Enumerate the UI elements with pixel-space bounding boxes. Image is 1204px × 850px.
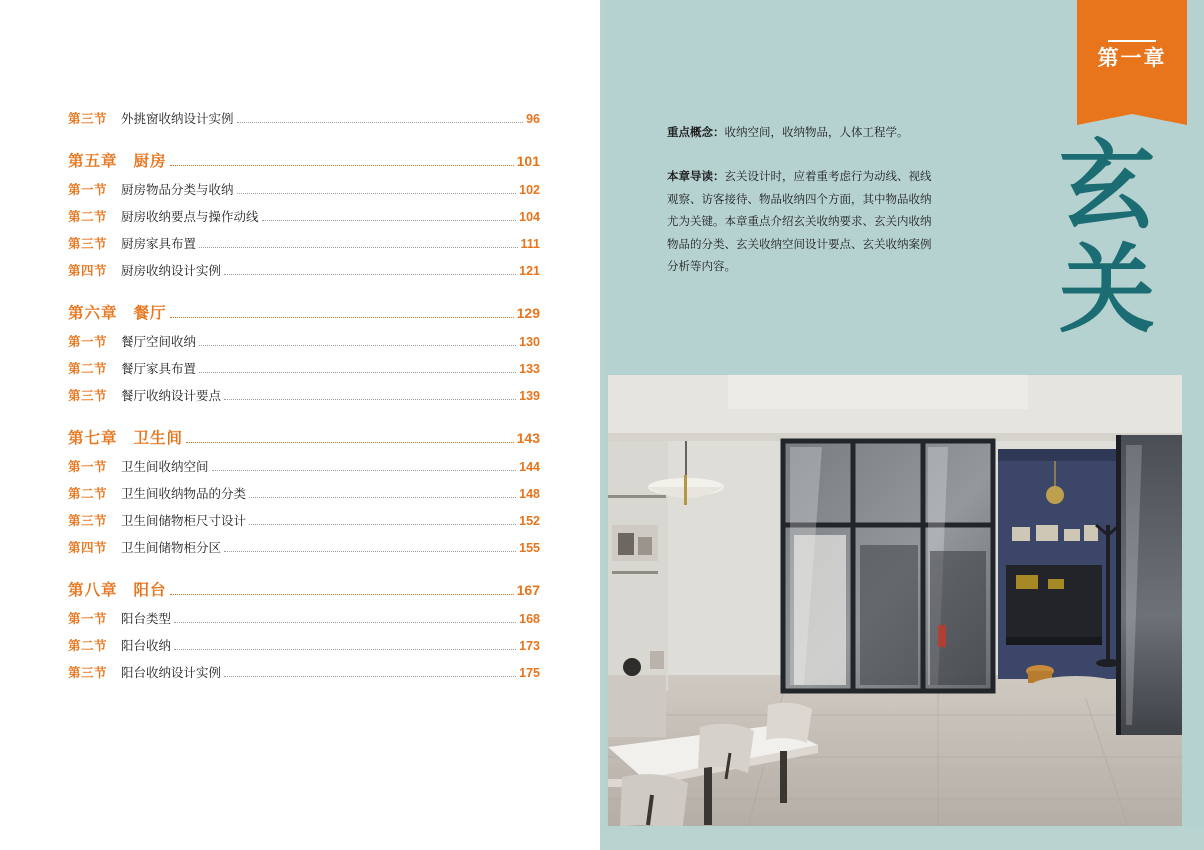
chapter-photo (608, 375, 1182, 826)
toc-leader-dots (199, 372, 516, 373)
toc-entry-label: 第三节 (68, 514, 108, 528)
toc-entry-name: 外挑窗收纳设计实例 (121, 112, 234, 126)
chapter-number-label: 第一章 (1097, 47, 1167, 70)
toc-entry-label: 第二节 (68, 639, 108, 653)
key-concepts-text: 收纳空间，收纳物品，人体工程学。 (724, 127, 909, 139)
toc-entry-page: 133 (519, 362, 540, 376)
toc-leader-dots (249, 497, 516, 498)
guide-text: 玄关设计时，应着重考虑行为动线、视线观察、访客接待、物品收纳四个方面，其中物品收纳尤为关键。本章重点介绍玄关收纳要求、玄关内收纳物品的分类、玄关收纳空间设计要点、玄关收纳案例分析等内容。 (667, 171, 932, 274)
toc-leader-dots (249, 524, 516, 525)
toc-section-row[interactable] (68, 484, 540, 502)
toc-section-row[interactable] (68, 457, 540, 475)
guide-paragraph (667, 166, 937, 278)
toc-leader-dots (224, 676, 516, 677)
toc-entry-label: 第四节 (68, 264, 108, 278)
toc-leader-dots (237, 122, 524, 123)
toc-entry-name: 卫生间储物柜尺寸设计 (121, 514, 247, 528)
toc-section-row[interactable] (68, 609, 540, 627)
toc-leader-dots (174, 649, 516, 650)
toc-entry-name: 阳台收纳设计实例 (121, 666, 222, 680)
toc-section-row[interactable] (68, 234, 540, 252)
toc-leader-dots (186, 442, 514, 443)
toc-entry-label: 第七章 (68, 430, 118, 447)
toc-entry-label: 第二节 (68, 362, 108, 376)
toc-entry-page: 101 (516, 153, 540, 169)
toc-entry-name: 卫生间收纳物品的分类 (121, 487, 247, 501)
toc-entry-page: 104 (519, 210, 540, 224)
toc-entry-label: 第一节 (68, 183, 108, 197)
toc-entry-name: 卫生间储物柜分区 (121, 541, 222, 555)
tab-rule-decoration (1108, 40, 1156, 42)
chapter-title: 玄关 (1059, 133, 1157, 344)
toc-section-row[interactable] (68, 332, 540, 350)
guide-lead: 本章导读： (667, 171, 725, 184)
toc-entry-name: 阳台 (133, 582, 167, 599)
toc-leader-dots (170, 594, 514, 595)
toc-entry-page: 129 (516, 305, 540, 321)
toc-chapter-row[interactable] (68, 301, 540, 323)
toc-entry-name: 卫生间 (133, 430, 184, 447)
table-of-contents-page (0, 0, 600, 850)
toc-entry-label: 第四节 (68, 541, 108, 555)
toc-entry-name: 餐厅家具布置 (121, 362, 197, 376)
toc-entry-page: 148 (519, 487, 540, 501)
toc-leader-dots (224, 399, 516, 400)
toc-list (68, 100, 540, 690)
toc-entry-label: 第五章 (68, 153, 118, 170)
toc-section-row[interactable] (68, 511, 540, 529)
toc-section-row[interactable] (68, 180, 540, 198)
toc-entry-page: 175 (519, 666, 540, 680)
toc-entry-label: 第三节 (68, 237, 108, 251)
toc-chapter-row[interactable] (68, 149, 540, 171)
toc-entry-name: 餐厅收纳设计要点 (121, 389, 222, 403)
toc-entry-page: 173 (519, 639, 540, 653)
chapter-opener-page (600, 0, 1204, 850)
toc-entry-name: 厨房 (133, 153, 167, 170)
toc-entry-label: 第八章 (68, 582, 118, 599)
toc-leader-dots (199, 247, 517, 248)
toc-entry-label: 第一节 (68, 335, 108, 349)
toc-leader-dots (174, 622, 516, 623)
toc-section-row[interactable] (68, 386, 540, 404)
toc-entry-page: 168 (519, 612, 540, 626)
toc-entry-name: 阳台收纳 (121, 639, 172, 653)
toc-entry-name: 厨房家具布置 (121, 237, 197, 251)
toc-section-row[interactable] (68, 538, 540, 556)
toc-entry-name: 卫生间收纳空间 (121, 460, 209, 474)
toc-leader-dots (170, 165, 514, 166)
toc-leader-dots (199, 345, 516, 346)
toc-chapter-row[interactable] (68, 578, 540, 600)
toc-entry-name: 餐厅空间收纳 (121, 335, 197, 349)
toc-entry-label: 第一节 (68, 612, 108, 626)
toc-leader-dots (224, 274, 516, 275)
toc-entry-label: 第一节 (68, 460, 108, 474)
toc-section-row[interactable] (68, 663, 540, 681)
toc-entry-label: 第二节 (68, 487, 108, 501)
page-bottom-strip (600, 826, 1204, 850)
toc-section-row[interactable] (68, 636, 540, 654)
toc-entry-page: 96 (526, 112, 540, 126)
chapter-number-tab (1077, 0, 1187, 114)
toc-entry-page: 152 (519, 514, 540, 528)
toc-entry-page: 155 (519, 541, 540, 555)
toc-section-row[interactable] (68, 359, 540, 377)
toc-entry-page: 111 (520, 237, 540, 251)
toc-section-row[interactable] (68, 207, 540, 225)
toc-entry-name: 厨房收纳要点与操作动线 (121, 210, 259, 224)
toc-leader-dots (170, 317, 514, 318)
toc-section-row[interactable] (68, 109, 540, 127)
toc-entry-page: 143 (516, 430, 540, 446)
toc-entry-label: 第六章 (68, 305, 118, 322)
toc-entry-name: 厨房物品分类与收纳 (121, 183, 234, 197)
interior-photo-illustration (608, 375, 1182, 826)
toc-entry-page: 121 (519, 264, 540, 278)
toc-section-row[interactable] (68, 261, 540, 279)
toc-leader-dots (212, 470, 517, 471)
toc-entry-label: 第三节 (68, 389, 108, 403)
toc-entry-label: 第三节 (68, 666, 108, 680)
toc-entry-name: 餐厅 (133, 305, 167, 322)
chapter-opener-panel (604, 0, 1204, 826)
key-concepts-paragraph (667, 122, 937, 144)
toc-entry-page: 167 (516, 582, 540, 598)
toc-entry-page: 144 (519, 460, 540, 474)
toc-chapter-row[interactable] (68, 426, 540, 448)
toc-entry-page: 130 (519, 335, 540, 349)
toc-entry-label: 第二节 (68, 210, 108, 224)
toc-leader-dots (237, 193, 517, 194)
toc-entry-name: 厨房收纳设计实例 (121, 264, 222, 278)
chapter-intro (667, 122, 937, 301)
toc-entry-page: 102 (519, 183, 540, 197)
toc-entry-name: 阳台类型 (121, 612, 172, 626)
key-concepts-lead: 重点概念： (667, 127, 725, 139)
toc-leader-dots (262, 220, 517, 221)
toc-entry-page: 139 (519, 389, 540, 403)
toc-leader-dots (224, 551, 516, 552)
toc-entry-label: 第三节 (68, 112, 108, 126)
